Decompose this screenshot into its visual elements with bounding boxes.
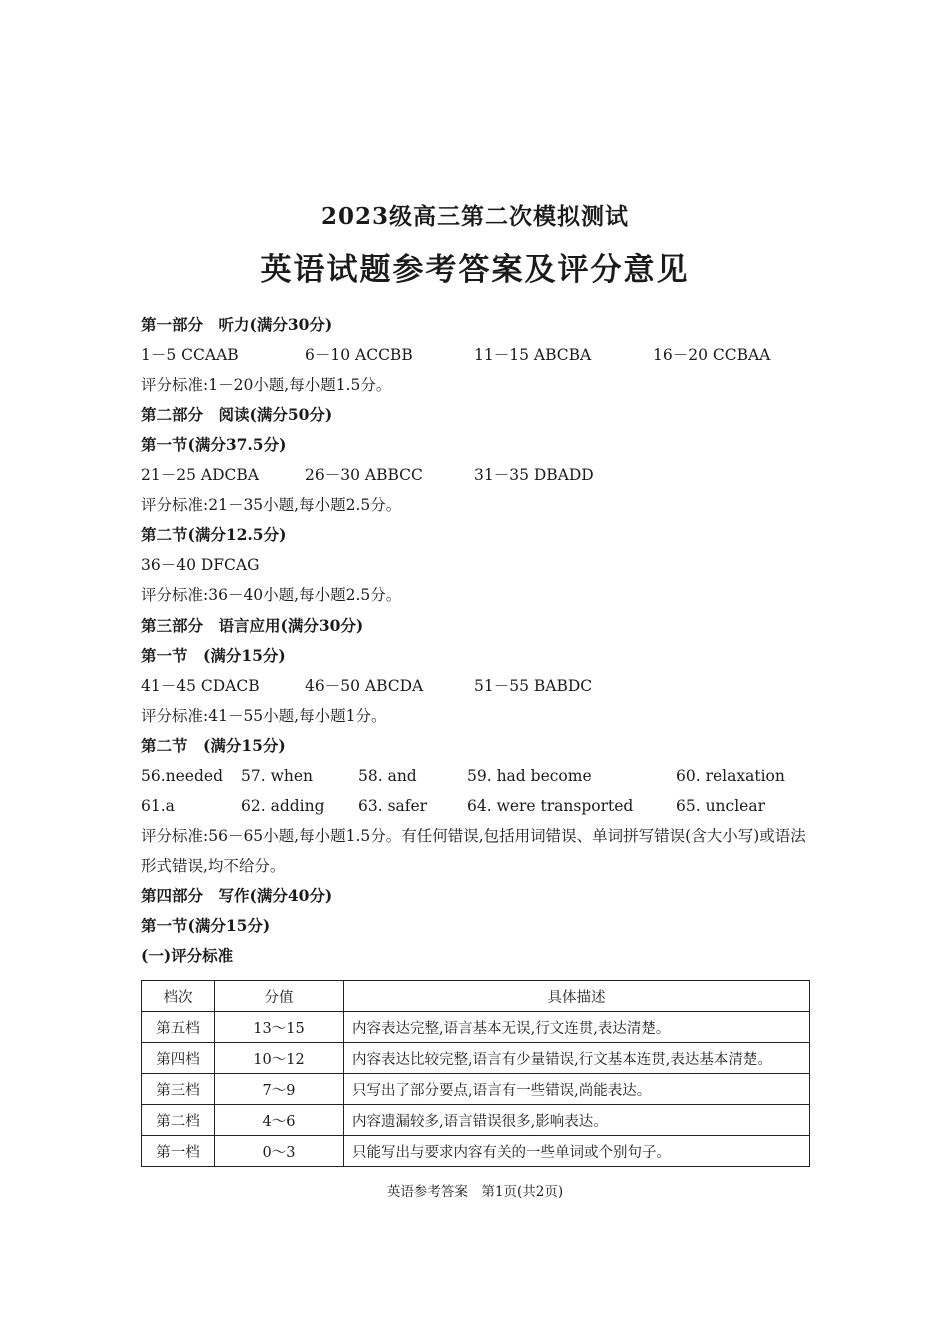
level-cell: 第四档 [142, 1043, 215, 1074]
part2-section2-answers: 36－40 DFCAG [141, 556, 260, 574]
part3-section1-answers-row [141, 673, 811, 699]
part3-section1-criteria: 评分标准:41－55小题,每小题1分。 [141, 707, 387, 725]
part2-section2-criteria: 评分标准:36－40小题,每小题2.5分。 [141, 586, 402, 604]
level-cell: 第二档 [142, 1105, 215, 1136]
answer-group: 16－20 CCBAA [653, 346, 771, 364]
column-header-description: 具体描述 [344, 981, 810, 1012]
description-cell: 内容遗漏较多,语言错误很多,影响表达。 [344, 1105, 810, 1136]
score-cell: 0～3 [215, 1136, 344, 1167]
table-row [142, 1136, 810, 1167]
answer-group: 41－45 CDACB [141, 677, 260, 695]
answer-group: 26－30 ABBCC [305, 466, 423, 484]
description-cell: 内容表达比较完整,语言有少量错误,行文基本连贯,表达基本清楚。 [344, 1043, 810, 1074]
part4-section1-heading: 第一节(满分15分) [141, 916, 271, 935]
answer-group: 11－15 ABCBA [474, 346, 592, 364]
answer-group: 1－5 CCAAB [141, 346, 239, 364]
part3-section2-heading: 第二节 (满分15分) [141, 736, 286, 755]
table-row [142, 1105, 810, 1136]
answer-group: 31－35 DBADD [474, 466, 594, 484]
answer-item: 65. unclear [676, 797, 766, 815]
column-header-score: 分值 [215, 981, 344, 1012]
part2-heading: 第二部分 阅读(满分50分) [141, 405, 333, 424]
answer-group: 46－50 ABCDA [305, 677, 424, 695]
part1-criteria: 评分标准:1－20小题,每小题1.5分。 [141, 376, 392, 394]
part1-answers-row [141, 342, 811, 368]
part2-section1-answers-row [141, 462, 811, 488]
score-cell: 13～15 [215, 1012, 344, 1043]
answer-item: 64. were transported [467, 797, 634, 815]
grading-criteria-heading: (一)评分标准 [141, 946, 234, 965]
table-row [142, 1043, 810, 1074]
answer-group: 6－10 ACCBB [305, 346, 413, 364]
part3-section2-answers-row [141, 763, 811, 789]
page-footer: 英语参考答案 第1页(共2页) [386, 1184, 564, 1200]
table-row [142, 1074, 810, 1105]
part2-section1-criteria: 评分标准:21－35小题,每小题2.5分。 [141, 496, 402, 514]
level-cell: 第一档 [142, 1136, 215, 1167]
description-cell: 只能写出与要求内容有关的一些单词或个别句子。 [344, 1136, 810, 1167]
level-cell: 第三档 [142, 1074, 215, 1105]
part3-heading: 第三部分 语言应用(满分30分) [141, 616, 364, 635]
part4-heading: 第四部分 写作(满分40分) [141, 886, 333, 905]
part2-section2-heading: 第二节(满分12.5分) [141, 525, 287, 544]
description-cell: 只写出了部分要点,语言有一些错误,尚能表达。 [344, 1074, 810, 1105]
score-cell: 7～9 [215, 1074, 344, 1105]
table-header-row [142, 981, 810, 1012]
answer-group: 51－55 BABDC [474, 677, 593, 695]
answer-item: 59. had become [467, 767, 592, 785]
answer-item: 62. adding [241, 797, 325, 815]
table-row [142, 1012, 810, 1043]
answer-group: 21－25 ADCBA [141, 466, 259, 484]
answer-item: 58. and [358, 767, 417, 785]
answer-item: 56.needed [141, 767, 223, 785]
grading-table [141, 980, 810, 1167]
part3-section2-criteria: 评分标准:56－65小题,每小题1.5分。有任何错误,包括用词错误、单词拼写错误(含大小写)或语法形式错误,均不给分。 [141, 827, 806, 875]
part1-heading: 第一部分 听力(满分30分) [141, 315, 333, 334]
column-header-level: 档次 [142, 981, 215, 1012]
description-cell: 内容表达完整,语言基本无误,行文连贯,表达清楚。 [344, 1012, 810, 1043]
part2-section1-heading: 第一节(满分37.5分) [141, 435, 287, 454]
answer-item: 60. relaxation [676, 767, 785, 785]
score-cell: 10～12 [215, 1043, 344, 1074]
answer-item: 61.a [141, 797, 175, 815]
score-cell: 4～6 [215, 1105, 344, 1136]
answer-item: 57. when [241, 767, 313, 785]
part3-section1-heading: 第一节 (满分15分) [141, 646, 286, 665]
document-title: 英语试题参考答案及评分意见 [260, 252, 690, 288]
part3-section2-answers-row [141, 793, 811, 819]
level-cell: 第五档 [142, 1012, 215, 1043]
exam-title: 2023级高三第二次模拟测试 [320, 203, 629, 230]
answer-item: 63. safer [358, 797, 428, 815]
